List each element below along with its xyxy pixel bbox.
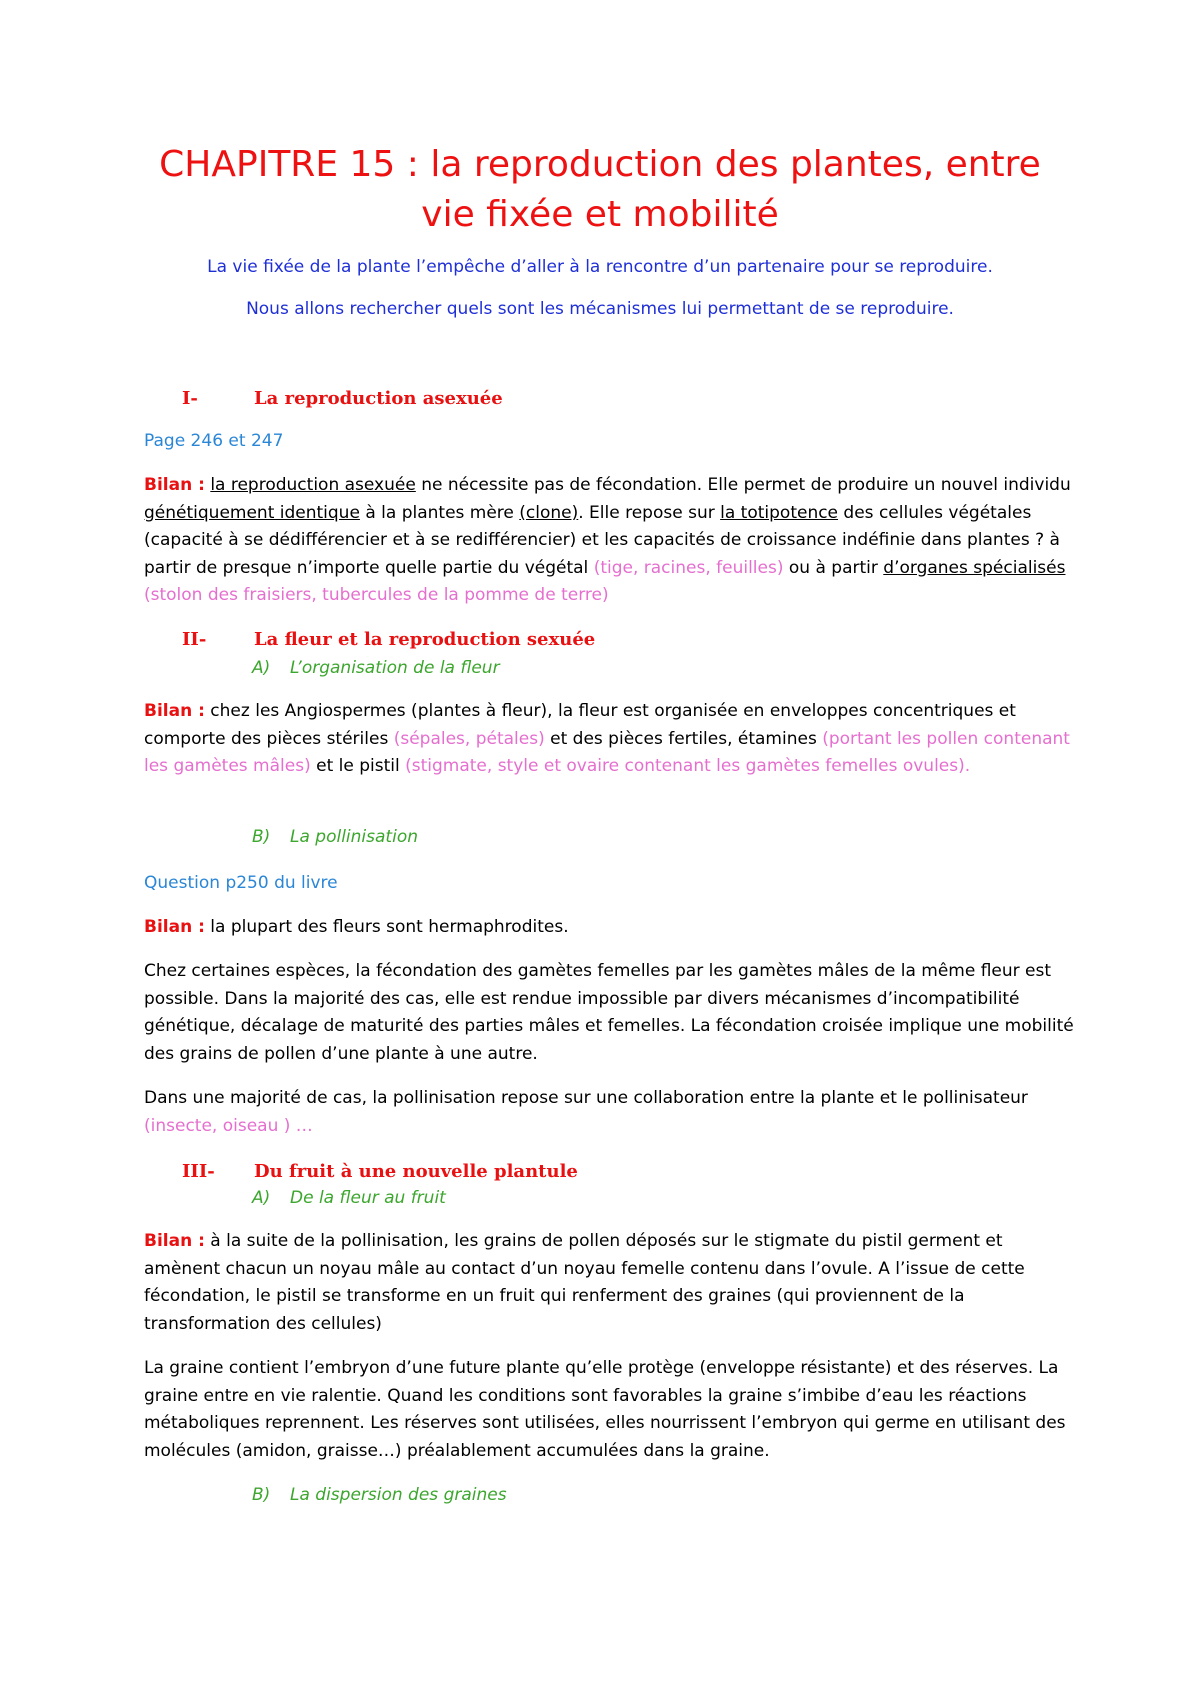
text-run: à la suite de la pollinisation, les grains de pollen déposés sur le stigmate du pistil germent et amènent chacun un noyau mâle au contact d’un noyau femelle contenu dans l’ovule. A l’issue de cette fécondation, le pistil se transforme en un fruit qui renferment des graines (qui proviennent de la transformation des cellules): [144, 1231, 1025, 1334]
section-number: I-: [182, 388, 198, 409]
text-run: ou à partir: [783, 557, 884, 578]
section-1-heading: [182, 386, 1082, 412]
bilan-label: Bilan :: [144, 1231, 205, 1251]
bilan-paragraph: [144, 698, 1074, 781]
body-paragraph: La graine contient l’embryon d’une future plante qu’elle protège (enveloppe résistante) et des réserves. La graine entre en vie ralentie. Quand les conditions sont favorables la graine s’imbibe d’eau les réactions métaboliques reprennent. Les réserves sont utilisées, elles nourrissent l’embryon qui germe en utilisant des molécules (amidon, graisse…) préalablement accumulées dans la graine.: [144, 1358, 1066, 1461]
section-2-heading: [182, 627, 1082, 653]
intro-line-1: La vie fixée de la plante l’empêche d’aller à la rencontre d’un partenaire pour se reproduire.: [207, 257, 993, 277]
text-run: à la plantes mère: [359, 502, 520, 523]
bilan-paragraph: [144, 472, 1074, 610]
subsection-letter: B): [252, 827, 271, 847]
subsection-3b-heading: [252, 1482, 1052, 1508]
body-paragraph: [144, 1085, 1074, 1140]
subsection-letter: A): [252, 1188, 271, 1208]
text-run: chez les Angiospermes (plantes à fleur), la fleur est organisée en enveloppes concentriques et comporte des pièces stériles: [144, 701, 1016, 749]
example-text: (stolon des fraisiers, tubercules de la pomme de terre): [144, 585, 609, 605]
subsection-letter: B): [252, 1485, 271, 1505]
text-run: Dans une majorité de cas, la pollinisation repose sur une collaboration entre la plante et le pollinisateur: [144, 1088, 1028, 1108]
subsection-2a-heading: [252, 655, 1052, 681]
subsection-title: La dispersion des graines: [290, 1485, 507, 1505]
underlined-term: la totipotence: [720, 502, 839, 523]
bilan-label: Bilan :: [144, 475, 205, 495]
body-paragraph: Chez certaines espèces, la fécondation des gamètes femelles par les gamètes mâles de la même fleur est possible. Dans la majorité des cas, elle est rendue impossible par divers mécanismes d’incompatibilité génétique, décalage de maturité des parties mâles et femelles. La fécondation croisée implique une mobilité des grains de pollen d’une plante à une autre.: [144, 961, 1074, 1064]
text-run: et des pièces fertiles, étamines: [544, 728, 823, 749]
section-number: III-: [182, 1161, 215, 1182]
question-reference: Question p250 du livre: [144, 873, 338, 893]
subsection-2b-heading: [252, 824, 1052, 850]
bilan-paragraph: [144, 1228, 1074, 1338]
underlined-term: (clone): [519, 502, 579, 523]
example-text: (sépales, pétales): [393, 728, 545, 749]
underlined-term: la reproduction asexuée: [210, 475, 416, 495]
example-text: (stigmate, style et ovaire contenant les gamètes femelles ovules).: [405, 756, 971, 776]
subsection-title: L’organisation de la fleur: [290, 658, 500, 678]
section-number: II-: [182, 629, 207, 650]
text-run: ne nécessite pas de fécondation. Elle permet de produire un nouvel individu: [415, 475, 1071, 495]
text-run: des cellules végétales (capacité à se dédifférencier et à se redifférencier) et les capacités de croissance indéfinie dans plantes ? à partir de presque n’importe quelle partie du végétal: [144, 502, 1060, 578]
text-run: la plupart des fleurs sont hermaphrodites.: [204, 917, 569, 937]
text-run: et le pistil: [310, 756, 406, 776]
subsection-title: La pollinisation: [290, 827, 418, 847]
text-run: . Elle repose sur: [578, 502, 721, 523]
section-3-heading: [182, 1159, 1082, 1185]
section-title: Du fruit à une nouvelle plantule: [254, 1161, 578, 1182]
underlined-term: génétiquement identique: [144, 502, 360, 523]
example-text: (portant les pollen contenant les gamètes mâles): [144, 728, 1070, 776]
subsection-title: De la fleur au fruit: [290, 1188, 446, 1208]
page-reference: Page 246 et 247: [144, 431, 284, 451]
bilan-label: Bilan :: [144, 701, 205, 721]
section-title: La fleur et la reproduction sexuée: [254, 629, 596, 650]
subsection-3a-heading: [252, 1185, 1052, 1211]
example-text: (tige, racines, feuilles): [593, 557, 784, 578]
bilan-paragraph: [144, 914, 1074, 942]
subsection-letter: A): [252, 658, 271, 678]
section-title: La reproduction asexuée: [254, 388, 503, 409]
bilan-label: Bilan :: [144, 917, 205, 937]
title-line-1: CHAPITRE 15 : la reproduction des plantes, entre: [159, 144, 1041, 185]
underlined-term: d’organes spécialisés: [883, 557, 1066, 578]
example-text: (insecte, oiseau ) …: [144, 1115, 313, 1136]
title-line-2: vie fixée et mobilité: [421, 194, 779, 235]
intro-line-2: Nous allons rechercher quels sont les mécanismes lui permettant de se reproduire.: [246, 299, 954, 319]
page-title: [120, 140, 1080, 240]
